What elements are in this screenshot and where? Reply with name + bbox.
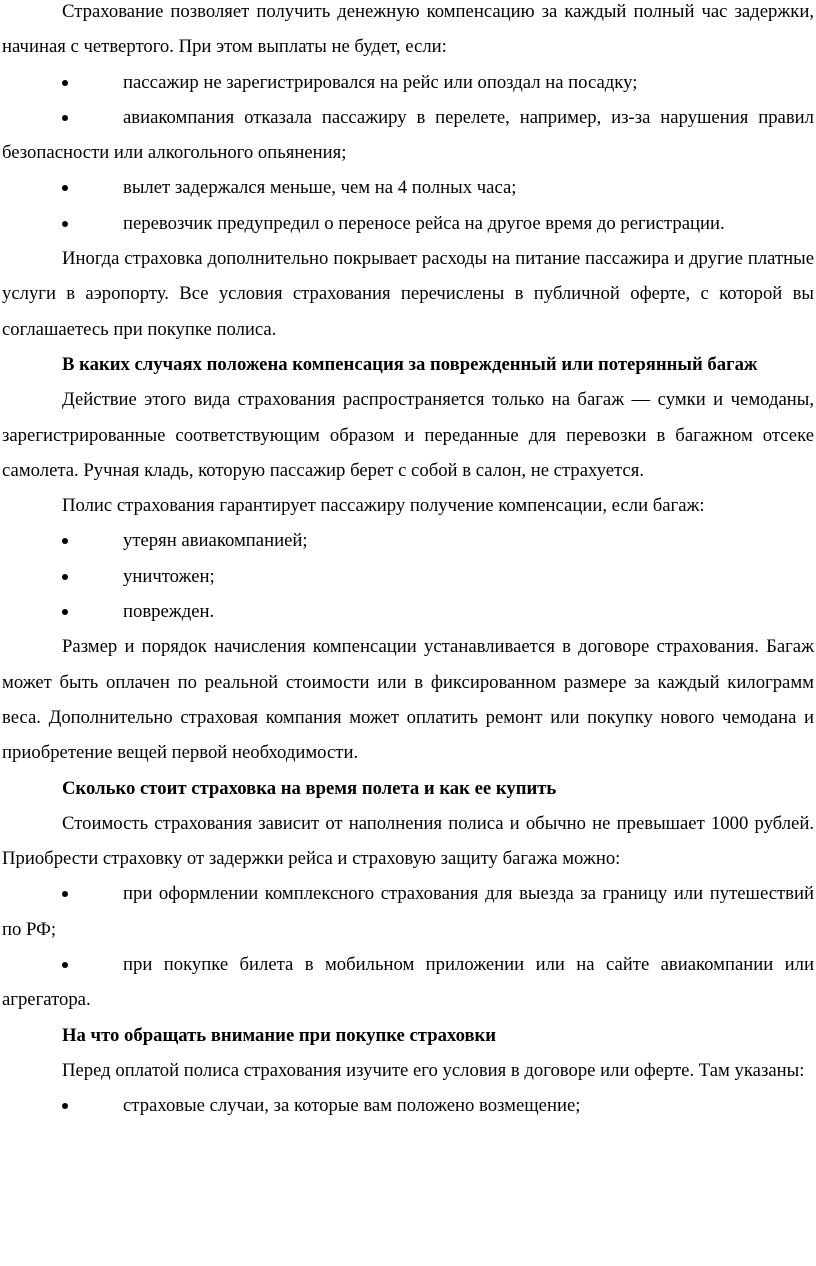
section-heading: В каких случаях положена компенсация за поврежденный или потерянный багаж <box>62 353 758 375</box>
bullet-icon <box>62 1103 68 1109</box>
bullet-icon <box>62 115 68 121</box>
bullet-icon <box>62 891 68 897</box>
bullet-icon <box>62 538 68 544</box>
paragraph: Полис страхования гарантирует пассажиру получение компенсации, если багаж: <box>62 495 705 517</box>
list-item <box>2 559 814 594</box>
bullet-list <box>2 876 814 1017</box>
paragraph: Перед оплатой полиса страхования изучите его условия в договоре или оферте. Там указаны: <box>62 1059 805 1081</box>
bullet-icon <box>62 185 68 191</box>
list-item <box>2 594 814 629</box>
paragraph: Иногда страховка дополнительно покрывает расходы на питание пассажира и другие платные услуги в аэропорту. Все условия страхования перечислены в публичной оферте, с которой вы соглашаетесь при покупке полиса. <box>2 248 814 340</box>
bullet-icon <box>62 574 68 580</box>
list-item <box>2 170 814 205</box>
list-item <box>2 523 814 558</box>
bullet-list <box>2 65 814 241</box>
list-item-text: авиакомпания отказала пассажиру в перелете, например, из-за нарушения правил безопасности или алкогольного опьянения; <box>2 106 814 164</box>
list-item-text: при покупке билета в мобильном приложении или на сайте авиакомпании или агрегатора. <box>2 954 814 1011</box>
paragraph: Действие этого вида страхования распространяется только на багаж — сумки и чемоданы, зарегистрированные соответствующим образом и переданные для перевозки в багажном отсеке самолета. Ручная кладь, которую пассажир берет с собой в салон, не страхуется. <box>2 389 814 481</box>
list-item <box>2 206 814 241</box>
bullet-icon <box>62 962 68 968</box>
list-item <box>2 65 814 100</box>
list-item <box>2 100 814 171</box>
list-item-text: пассажир не зарегистрировался на рейс или опоздал на посадку; <box>123 71 638 93</box>
bullet-icon <box>62 221 68 227</box>
list-item-text: поврежден. <box>123 601 215 623</box>
section-heading: На что обращать внимание при покупке страховки <box>62 1024 497 1046</box>
bullet-icon <box>62 80 68 86</box>
paragraph: Стоимость страхования зависит от наполнения полиса и обычно не превышает 1000 рублей. Приобрести страховку от задержки рейса и страховую защиту багажа можно: <box>2 812 814 870</box>
list-item-text: уничтожен; <box>123 565 215 587</box>
bullet-list <box>2 1088 814 1123</box>
bullet-list <box>2 523 814 629</box>
list-item-text: страховые случаи, за которые вам положено возмещение; <box>123 1095 581 1117</box>
section-heading: Сколько стоит страховка на время полета и как ее купить <box>62 777 557 799</box>
list-item-text: вылет задержался меньше, чем на 4 полных часа; <box>123 177 517 199</box>
paragraph: Страхование позволяет получить денежную компенсацию за каждый полный час задержки, начиная с четвертого. При этом выплаты не будет, если: <box>2 1 814 58</box>
list-item-text: утерян авиакомпанией; <box>123 530 308 552</box>
bullet-icon <box>62 609 68 615</box>
paragraph: Размер и порядок начисления компенсации устанавливается в договоре страхования. Багаж может быть оплачен по реальной стоимости или в фиксированном размере за каждый килограмм веса. Дополнительно страховая компания может оплатить ремонт или покупку нового чемодана и приобретение вещей первой необходимости. <box>2 636 814 764</box>
list-item <box>2 1088 814 1123</box>
list-item <box>2 876 814 947</box>
list-item <box>2 947 814 1018</box>
list-item-text: перевозчик предупредил о переносе рейса на другое время до регистрации. <box>123 212 725 234</box>
list-item-text: при оформлении комплексного страхования для выезда за границу или путешествий по РФ; <box>2 883 814 940</box>
